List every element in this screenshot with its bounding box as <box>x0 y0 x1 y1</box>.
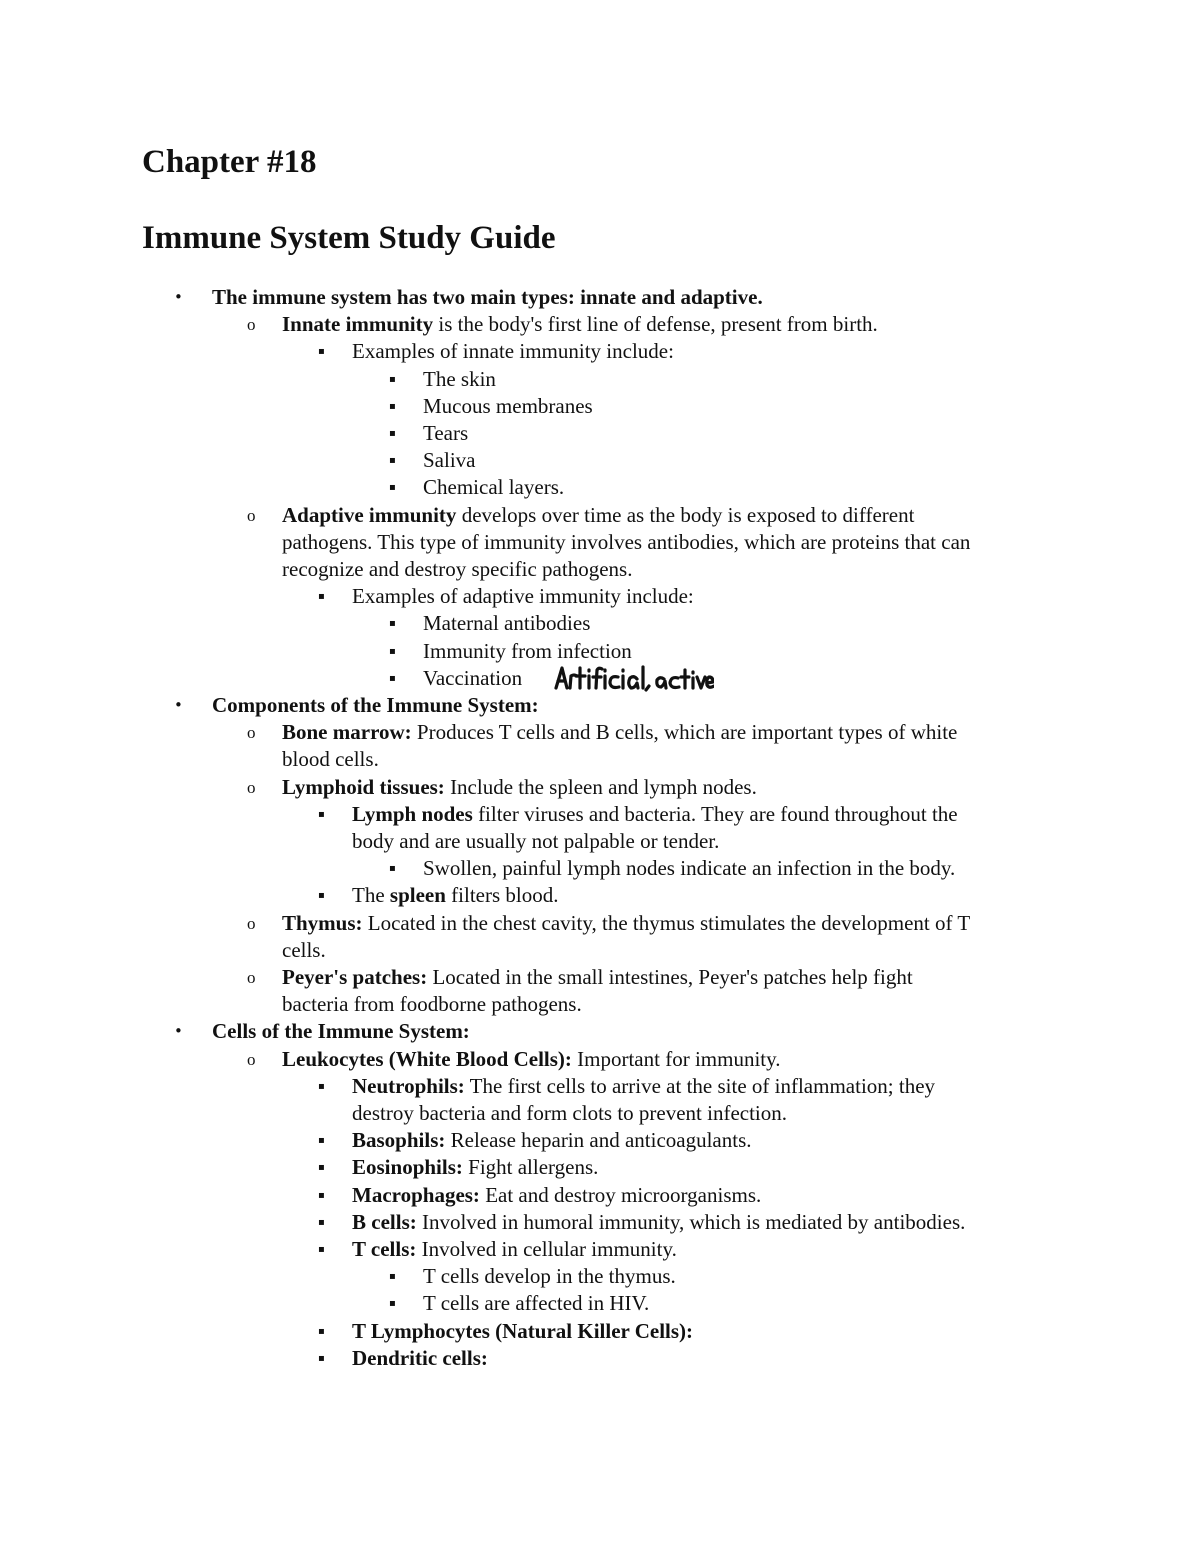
list-item-term: Dendritic cells: <box>352 1346 488 1370</box>
list-item <box>423 474 564 501</box>
list-item-text: Important for immunity. <box>571 1047 781 1071</box>
list-item-text: Examples of innate immunity include: <box>352 339 674 363</box>
list-item <box>352 801 958 828</box>
list-bullet-icon: ▪ <box>389 428 396 439</box>
list-bullet-icon: o <box>247 1050 256 1069</box>
list-item-text: destroy bacteria and form clots to prevent infection. <box>352 1101 788 1125</box>
list-item-text: body and are usually not palpable or tender. <box>352 829 720 853</box>
list-item-term: Adaptive immunity <box>282 503 457 527</box>
list-item-term: Cells of the Immune System: <box>212 1019 470 1043</box>
list-item <box>352 1127 752 1154</box>
list-item-text: The first cells to arrive at the site of inflammation; they <box>464 1074 936 1098</box>
list-bullet-icon: ▪ <box>318 1135 325 1146</box>
list-item-text: Immunity from infection <box>423 639 632 663</box>
list-item-term: Neutrophils: <box>352 1074 465 1098</box>
list-item <box>352 1154 598 1181</box>
list-item <box>212 284 763 311</box>
list-item-text: Examples of adaptive immunity include: <box>352 584 694 608</box>
list-item-term: B cells: <box>352 1210 417 1234</box>
list-item-text: The skin <box>423 367 496 391</box>
list-item <box>352 1100 787 1127</box>
list-item <box>282 502 914 529</box>
list-item-term: Macrophages: <box>352 1183 480 1207</box>
list-item-text: Eat and destroy microorganisms. <box>479 1183 762 1207</box>
list-item-text: cells. <box>282 938 326 962</box>
list-item-text: Located in the chest cavity, the thymus stimulates the development of T <box>362 911 971 935</box>
list-item-text: Mucous membranes <box>423 394 593 418</box>
list-bullet-icon: ▪ <box>389 1298 396 1309</box>
list-item <box>423 1290 649 1317</box>
list-bullet-icon: o <box>247 778 256 797</box>
list-item-term: Lymphoid tissues: <box>282 775 445 799</box>
list-bullet-icon: ▪ <box>389 401 396 412</box>
list-bullet-icon: o <box>247 506 256 525</box>
list-bullet-icon: • <box>174 696 183 714</box>
list-bullet-icon: o <box>247 723 256 742</box>
list-item <box>423 638 632 665</box>
list-bullet-icon: ▪ <box>389 482 396 493</box>
list-bullet-icon: ▪ <box>318 1190 325 1201</box>
list-item <box>352 1182 761 1209</box>
list-bullet-icon: o <box>247 968 256 987</box>
list-item-term: Leukocytes (White Blood Cells): <box>282 1047 572 1071</box>
list-item <box>282 719 957 746</box>
list-item-text: Chemical layers. <box>423 475 565 499</box>
list-item <box>212 692 539 719</box>
list-item <box>423 393 593 420</box>
list-item-text: filter viruses and bacteria. They are found throughout the <box>472 802 958 826</box>
list-item-term: T cells: <box>352 1237 417 1261</box>
list-bullet-icon: ▪ <box>318 1217 325 1228</box>
list-item <box>282 774 757 801</box>
list-item-text: bacteria from foodborne pathogens. <box>282 992 582 1016</box>
list-item <box>352 882 559 909</box>
list-item-text: Produces T cells and B cells, which are important types of white <box>411 720 958 744</box>
list-bullet-icon: o <box>247 914 256 933</box>
list-item <box>423 855 955 882</box>
list-bullet-icon: ▪ <box>389 646 396 657</box>
list-item <box>352 1318 693 1345</box>
list-item <box>282 311 878 338</box>
list-item-term: Peyer's patches: <box>282 965 428 989</box>
list-item <box>352 1236 677 1263</box>
list-bullet-icon: ▪ <box>318 591 325 602</box>
list-item-text: filters blood. <box>445 883 559 907</box>
list-item <box>352 1345 488 1372</box>
list-item-term: Basophils: <box>352 1128 446 1152</box>
list-item-text: Saliva <box>423 448 476 472</box>
list-item-text: is the body's first line of defense, present from birth. <box>433 312 878 336</box>
list-item <box>352 1209 965 1236</box>
list-item-term: T Lymphocytes (Natural Killer Cells): <box>352 1319 694 1343</box>
list-item <box>423 447 476 474</box>
list-bullet-icon: ▪ <box>389 618 396 629</box>
list-item <box>423 665 522 692</box>
list-bullet-icon: ▪ <box>318 1353 325 1364</box>
list-item-term: Bone marrow: <box>282 720 412 744</box>
list-bullet-icon: ▪ <box>389 455 396 466</box>
list-item-text: recognize and destroy specific pathogens. <box>282 557 633 581</box>
list-item-text: blood cells. <box>282 747 379 771</box>
list-item-text: Located in the small intestines, Peyer's patches help fight <box>427 965 913 989</box>
list-item <box>282 556 632 583</box>
list-item-term: Components of the Immune System: <box>212 693 539 717</box>
list-item-text: Involved in humoral immunity, which is mediated by antibodies. <box>416 1210 966 1234</box>
list-item <box>282 910 970 937</box>
list-item-text: Vaccination <box>423 666 523 690</box>
list-bullet-icon: ▪ <box>318 809 325 820</box>
list-item <box>352 583 694 610</box>
list-bullet-icon: ▪ <box>389 863 396 874</box>
list-item-text: Include the spleen and lymph nodes. <box>444 775 757 799</box>
list-item-term: Innate immunity <box>282 312 434 336</box>
list-item-term: Eosinophils: <box>352 1155 463 1179</box>
list-item-text: Swollen, painful lymph nodes indicate an infection in the body. <box>423 856 956 880</box>
list-bullet-icon: o <box>247 315 256 334</box>
list-item-text: pathogens. This type of immunity involves antibodies, which are proteins that can <box>282 530 971 554</box>
list-item <box>423 610 590 637</box>
list-item <box>352 828 719 855</box>
list-bullet-icon: ▪ <box>318 1081 325 1092</box>
list-bullet-icon: ▪ <box>389 673 396 684</box>
list-item <box>212 1018 470 1045</box>
list-item-term: The immune system has two main types: innate and adaptive. <box>212 285 763 309</box>
list-bullet-icon: ▪ <box>389 374 396 385</box>
list-item <box>282 937 326 964</box>
list-item <box>352 338 674 365</box>
list-bullet-icon: ▪ <box>318 346 325 357</box>
list-item <box>423 366 496 393</box>
list-item <box>282 746 379 773</box>
list-item-term: Thymus: <box>282 911 363 935</box>
list-item <box>282 964 913 991</box>
list-item-term: spleen <box>389 883 446 907</box>
list-bullet-icon: • <box>174 1022 183 1040</box>
list-item-term: Lymph nodes <box>352 802 473 826</box>
list-bullet-icon: ▪ <box>318 1162 325 1173</box>
list-item-text: Maternal antibodies <box>423 611 591 635</box>
list-item-text: The <box>352 883 390 907</box>
list-item-text: T cells are affected in HIV. <box>423 1291 650 1315</box>
list-item <box>352 1073 935 1100</box>
list-item <box>423 1263 676 1290</box>
list-item-text: Fight allergens. <box>462 1155 599 1179</box>
list-item <box>282 991 582 1018</box>
list-item-text: T cells develop in the thymus. <box>423 1264 676 1288</box>
list-item <box>282 529 970 556</box>
list-item <box>282 1046 781 1073</box>
list-bullet-icon: • <box>174 288 183 306</box>
handwritten-annotation <box>552 664 714 694</box>
list-item-text: develops over time as the body is exposed to different <box>456 503 915 527</box>
list-item <box>423 420 468 447</box>
list-item-text: Tears <box>423 421 469 445</box>
list-bullet-icon: ▪ <box>318 1244 325 1255</box>
list-bullet-icon: ▪ <box>318 1326 325 1337</box>
list-bullet-icon: ▪ <box>389 1271 396 1282</box>
list-item-text: Involved in cellular immunity. <box>416 1237 677 1261</box>
chapter-heading: Chapter #18 <box>142 144 317 180</box>
list-bullet-icon: ▪ <box>318 890 325 901</box>
list-item-text: Release heparin and anticoagulants. <box>445 1128 752 1152</box>
page-title: Immune System Study Guide <box>142 220 556 256</box>
